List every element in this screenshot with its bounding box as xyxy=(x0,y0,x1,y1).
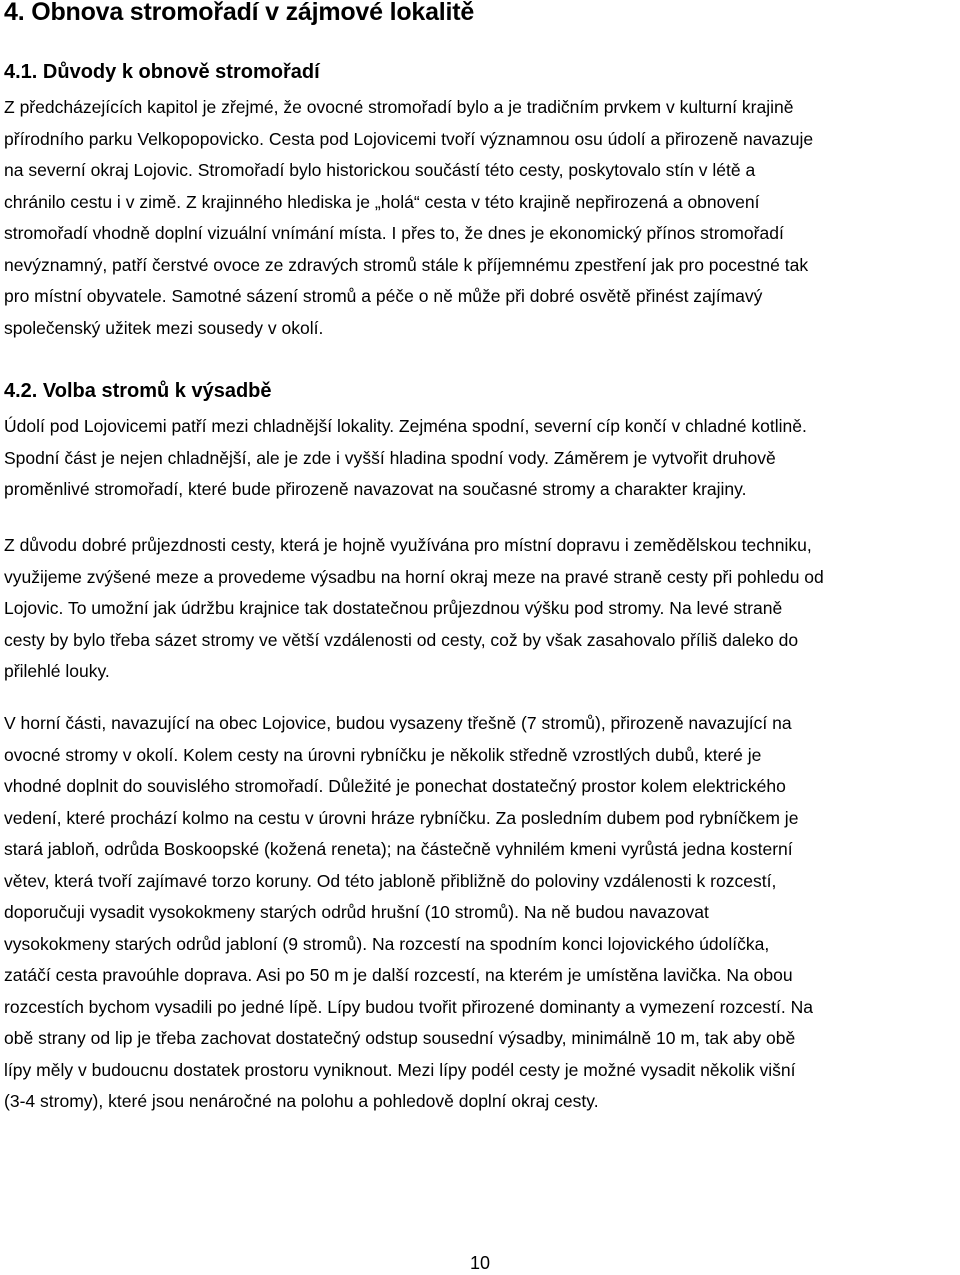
text-line: větev, která tvoří zajímavé torzo koruny. Od této jabloně přibližně do poloviny vzdálenosti k rozcestí, xyxy=(4,870,777,891)
paragraph-locality xyxy=(4,411,960,506)
text-line: cesty by bylo třeba sázet stromy ve větší vzdálenosti od cesty, což by však zasahovalo příliš daleko do xyxy=(4,629,799,650)
chapter-heading: 4. Obnova stromořadí v zájmové lokalitě xyxy=(4,0,475,26)
text-line: rozcestích bychom vysadili po jedné lípě. Lípy budou tvořit přirozené dominanty a vymezení rozcestí. Na xyxy=(4,996,814,1017)
text-line: Lojovic. To umožní jak údržbu krajnice tak dostatečnou průjezdnou výšku pod stromy. Na levé straně xyxy=(4,598,783,618)
text-line: Z předcházejících kapitol je zřejmé, že ovocné stromořadí bylo a je tradičním prvkem v kulturní krajině xyxy=(4,97,794,117)
text-line: nevýznamný, patří čerstvé ovoce ze zdravých stromů stále k příjemnému zpestření jak pro pocestné tak xyxy=(4,254,809,275)
text-line: V horní části, navazující na obec Lojovice, budou vysazeny třešně (7 stromů), přirozeně navazující na xyxy=(4,713,792,733)
text-line: přírodního parku Velkopopovicko. Cesta pod Lojovicemi tvoří významnou osu údolí a přirozeně navazuje xyxy=(4,128,814,149)
text-line: proměnlivé stromořadí, které bude přirozeně navazovat na současné stromy a charakter krajiny. xyxy=(4,479,747,499)
section-heading-tree-selection: 4.2. Volba stromů k výsadbě xyxy=(4,380,272,402)
text-line: společenský užitek mezi sousedy v okolí. xyxy=(4,317,324,338)
text-line: využijeme zvýšené meze a provedeme výsadbu na horní okraj meze na pravé straně cesty při pohledu od xyxy=(4,566,824,587)
text-line: stromořadí vhodně doplní vizuální vnímání místa. I přes to, že dnes je ekonomický přínos stromořadí xyxy=(4,223,784,243)
text-line: Z důvodu dobré průjezdnosti cesty, která je hojně využívána pro místní dopravu i zemědělskou techniku, xyxy=(4,535,812,555)
text-line: zatáčí cesta pravoúhle doprava. Asi po 50 m je další rozcestí, na kterém je umístěna lavička. Na obou xyxy=(4,965,793,985)
section-heading-reasons: 4.1. Důvody k obnově stromořadí xyxy=(4,61,320,83)
text-line: vhodné doplnit do souvislého stromořadí. Důležité je ponechat dostatečný prostor kolem elektrického xyxy=(4,776,786,796)
text-line: lípy měly v budoucnu dostatek prostoru vyniknout. Mezi lípy podél cesty je možné vysadit několik višní xyxy=(4,1059,796,1080)
text-line: pro místní obyvatele. Samotné sázení stromů a péče o ně může při dobré osvětě přinést zajímavý xyxy=(4,286,763,306)
text-line: Spodní část je nejen chladnější, ale je zde i vyšší hladina spodní vody. Záměrem je vytvořit druhově xyxy=(4,447,776,468)
text-line: vedení, které prochází kolmo na cestu v úrovni hráze rybníčku. Za posledním dubem pod rybníčkem je xyxy=(4,807,799,828)
text-line: doporučuji vysadit vysokokmeny starých odrůd hrušní (10 stromů). Na ně budou navazovat xyxy=(4,902,709,922)
text-line: chránilo cestu i v zimě. Z krajinného hlediska je „holá“ cesta v této krajině nepřirozená a obnovení xyxy=(4,191,760,212)
text-line: (3-4 stromy), které jsou nenáročné na polohu a pohledově doplní okraj cesty. xyxy=(4,1091,599,1111)
page-number: 10 xyxy=(469,1253,491,1273)
text-line: obě strany od lip je třeba zachovat dostatečný odstup sousední výsadby, minimálně 10 m, tak aby obě xyxy=(4,1028,796,1048)
text-line: vysokokmeny starých odrůd jabloní (9 stromů). Na rozcestí na spodním konci lojovického údolíčka, xyxy=(4,933,770,954)
text-line: na severní okraj Lojovic. Stromořadí bylo historickou součástí této cesty, poskytovalo stín v létě a xyxy=(4,160,756,180)
text-line: ovocné stromy v okolí. Kolem cesty na úrovni rybníčku je několik středně vzrostlých dubů, které je xyxy=(4,744,762,765)
text-line: Údolí pod Lojovicemi patří mezi chladnější lokality. Zejména spodní, severní cíp končí v chladné kotlině. xyxy=(4,416,807,436)
paragraph-planting-plan xyxy=(4,708,960,1118)
paragraph-road-passability xyxy=(4,530,960,688)
text-line: stará jabloň, odrůda Boskoopské (kožená reneta); na částečně vyhnilém kmeni vyrůstá jedna kosterní xyxy=(4,839,793,859)
text-line: přilehlé louky. xyxy=(4,661,110,681)
paragraph-reasons xyxy=(4,92,960,344)
